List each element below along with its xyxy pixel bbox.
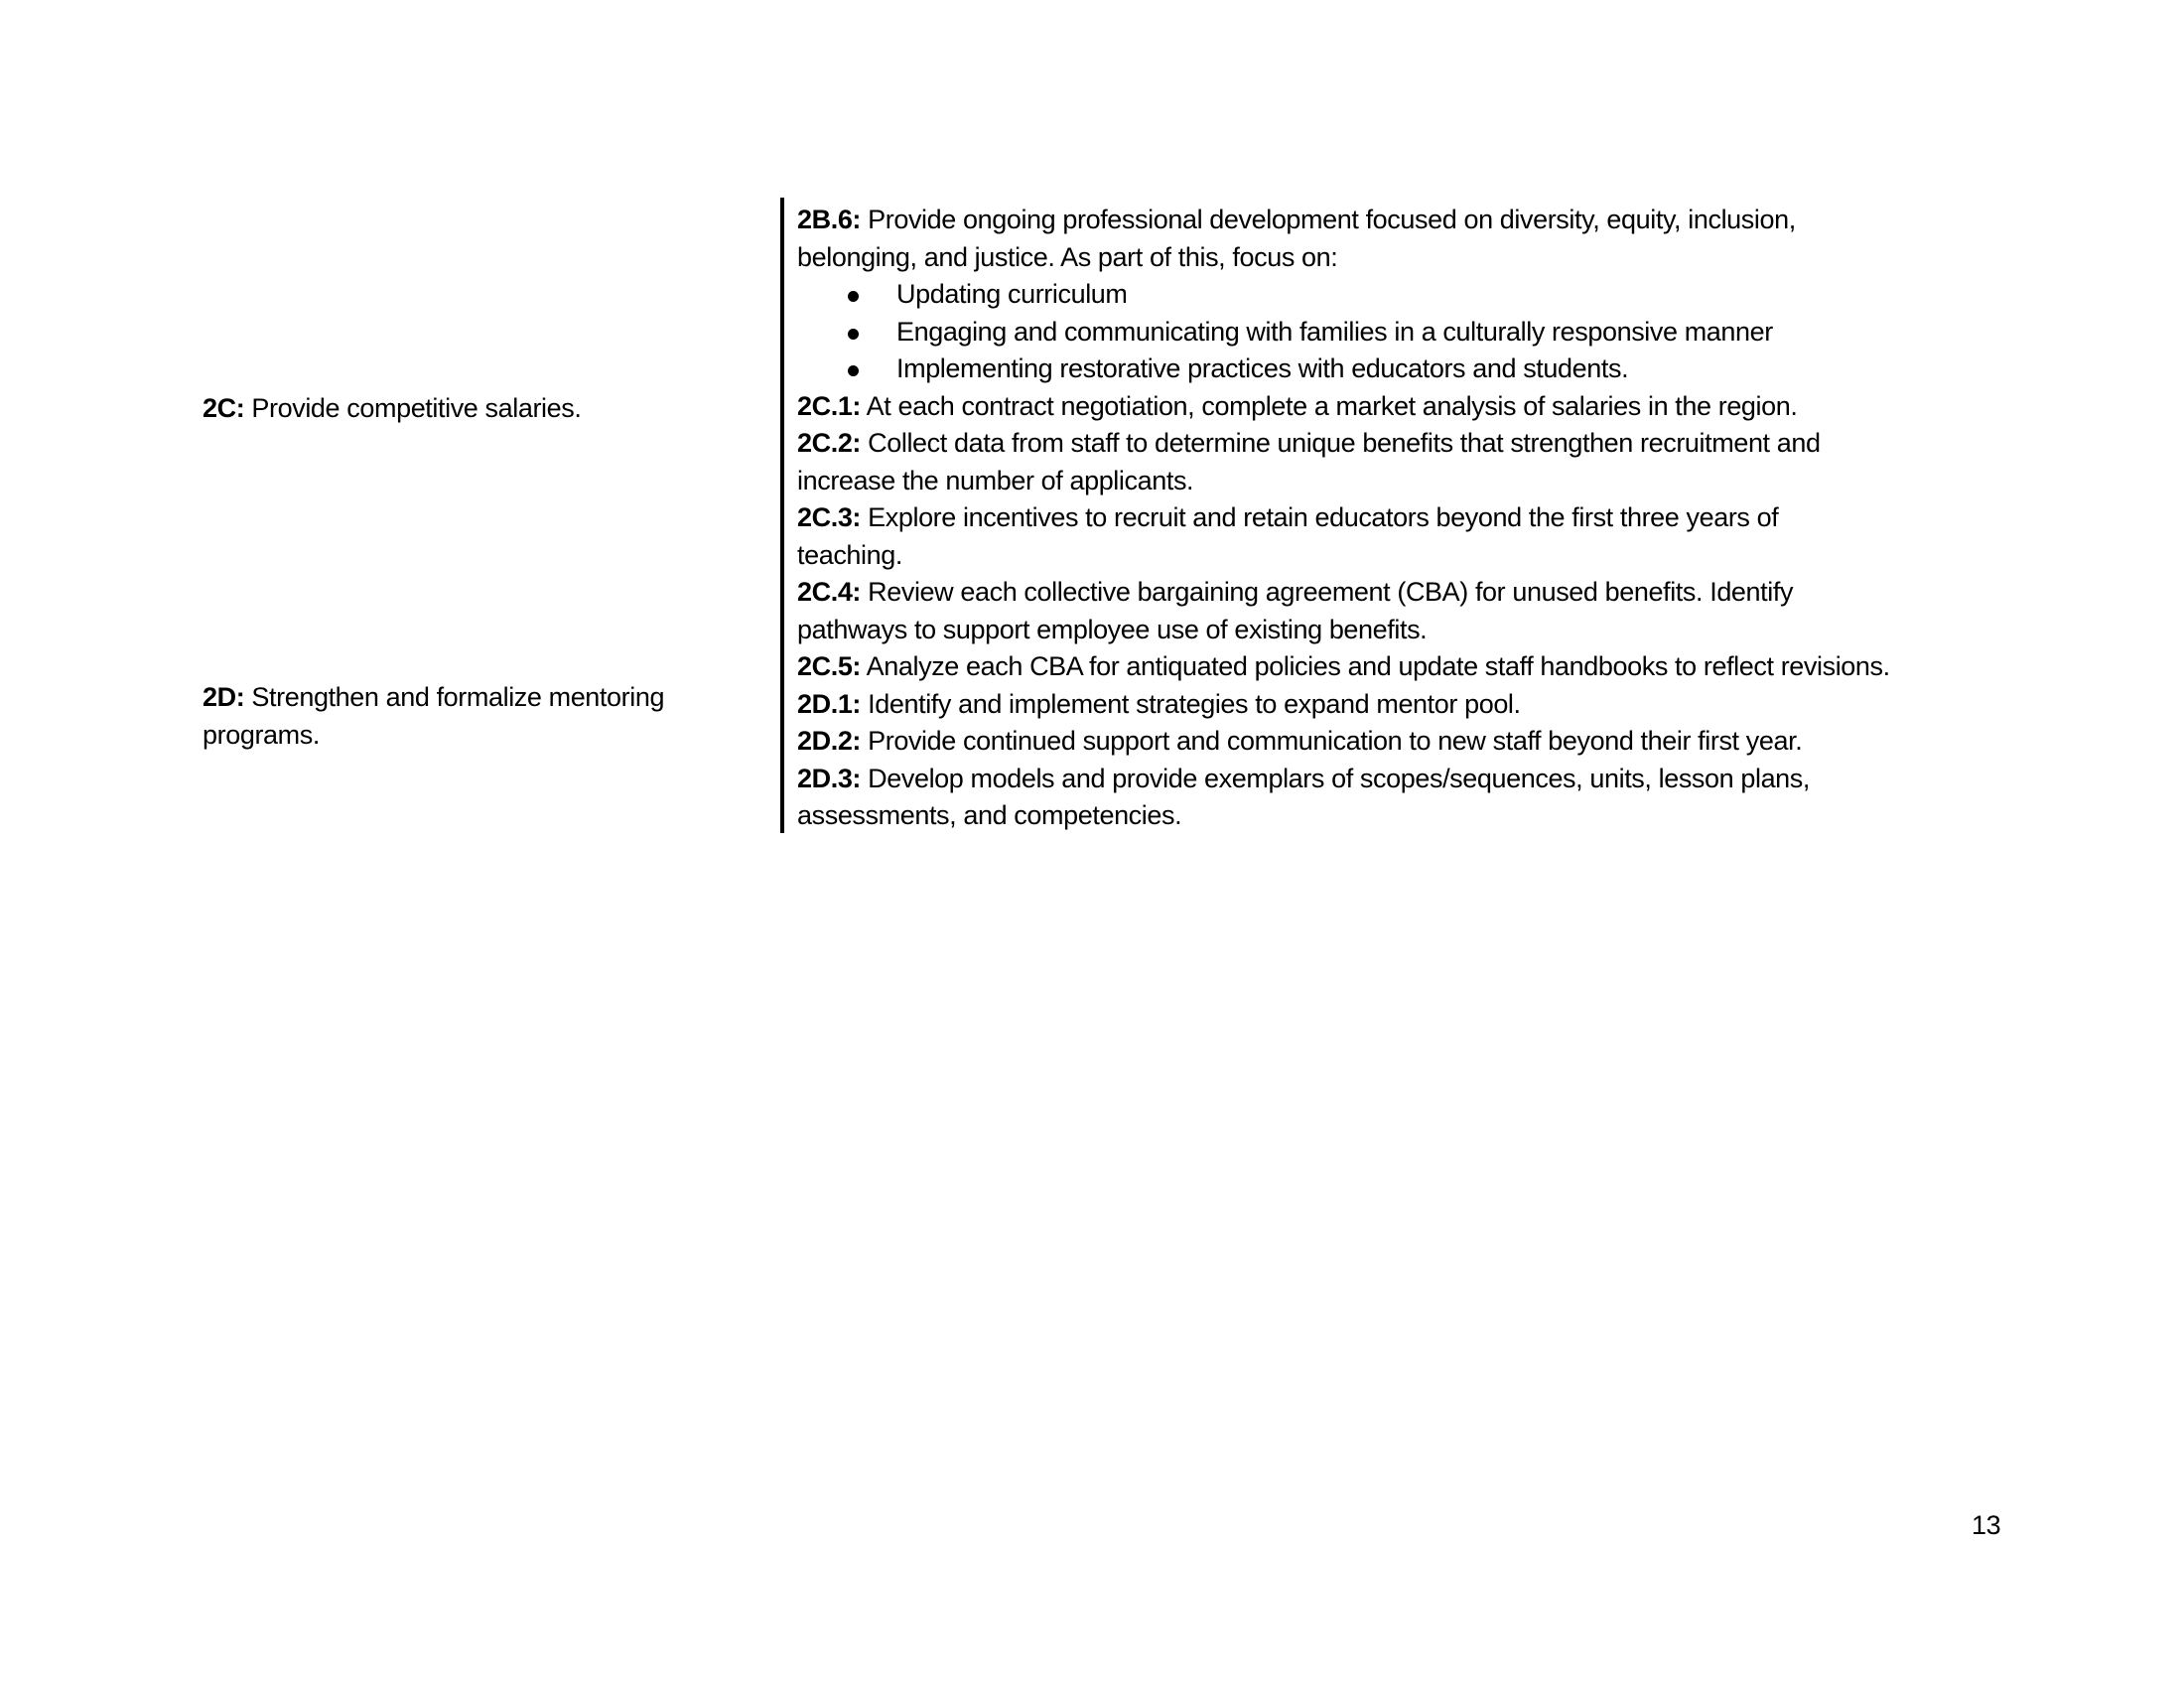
action-item-2d2 [797, 723, 2038, 761]
action-label: 2C.4: [797, 577, 862, 607]
action-text: Collect data from staff to determine unique benefits that strengthen recruitment and [868, 428, 1821, 458]
strategy-label: 2D: [203, 682, 245, 712]
strategy-line [203, 390, 778, 428]
action-label: 2C.2: [797, 428, 862, 458]
action-text: Review each collective bargaining agreement (CBA) for unused benefits. Identify [868, 577, 1794, 607]
action-item-2c3 [797, 499, 2038, 537]
bullet-text: Implementing restorative practices with educators and students. [896, 353, 1629, 383]
action-item-2c4 [797, 574, 2038, 612]
bullet-item [797, 314, 2038, 352]
action-item-2d3 [797, 761, 2038, 798]
action-item-2c2 [797, 425, 2038, 463]
bullet-icon [848, 365, 859, 376]
bullet-icon [848, 291, 859, 302]
action-label: 2B.6: [797, 205, 862, 234]
action-item-2c1 [797, 388, 2038, 426]
action-text: Develop models and provide exemplars of scopes/sequences, units, lesson plans, [868, 763, 1810, 793]
action-label: 2D.2: [797, 726, 862, 756]
bullet-icon [848, 329, 859, 340]
action-text-continued: belonging, and justice. As part of this, focus on: [797, 241, 1338, 272]
bullet-text: Updating curriculum [896, 279, 1128, 309]
action-item-2c5 [797, 648, 2038, 686]
action-text-continued: assessments, and competencies. [797, 800, 1182, 830]
bullet-text: Engaging and communicating with families in a culturally responsive manner [896, 316, 1773, 347]
action-item-2d1 [797, 686, 2038, 724]
strategy-text: Provide competitive salaries. [251, 393, 582, 423]
action-text-continued: increase the number of applicants. [797, 465, 1194, 495]
strategy-line [203, 679, 778, 717]
bullet-item [797, 276, 2038, 314]
action-text: At each contract negotiation, complete a market analysis of salaries in the region. [866, 390, 1798, 421]
bullet-item [797, 351, 2038, 388]
strategy-item-2c [203, 390, 778, 428]
page-number: 13 [1972, 1510, 2001, 1540]
action-label: 2D.3: [797, 763, 862, 793]
action-item-2b6 [797, 202, 2038, 239]
action-text: Provide continued support and communication to new staff beyond their first year. [868, 726, 1803, 756]
action-text: Explore incentives to recruit and retain educators beyond the first three years of [868, 502, 1779, 532]
action-text: Analyze each CBA for antiquated policies and update staff handbooks to reflect revisions. [866, 651, 1890, 681]
strategy-text: Strengthen and formalize mentoring [251, 682, 665, 712]
action-text: Provide ongoing professional development focused on diversity, equity, inclusion, [868, 205, 1796, 234]
action-label: 2C.5: [797, 651, 862, 681]
action-text-continued: pathways to support employee use of existing benefits. [797, 614, 1428, 644]
action-label: 2C.1: [797, 390, 862, 421]
action-label: 2D.1: [797, 688, 862, 719]
action-text: Identify and implement strategies to expand mentor pool. [868, 688, 1521, 719]
strategy-item-2d [203, 679, 778, 754]
strategy-text-continued: programs. [203, 719, 320, 750]
actions-column [797, 202, 2038, 835]
action-text-continued: teaching. [797, 539, 902, 570]
strategy-label: 2C: [203, 393, 245, 423]
table-column-divider [780, 198, 784, 833]
action-label: 2C.3: [797, 502, 862, 532]
